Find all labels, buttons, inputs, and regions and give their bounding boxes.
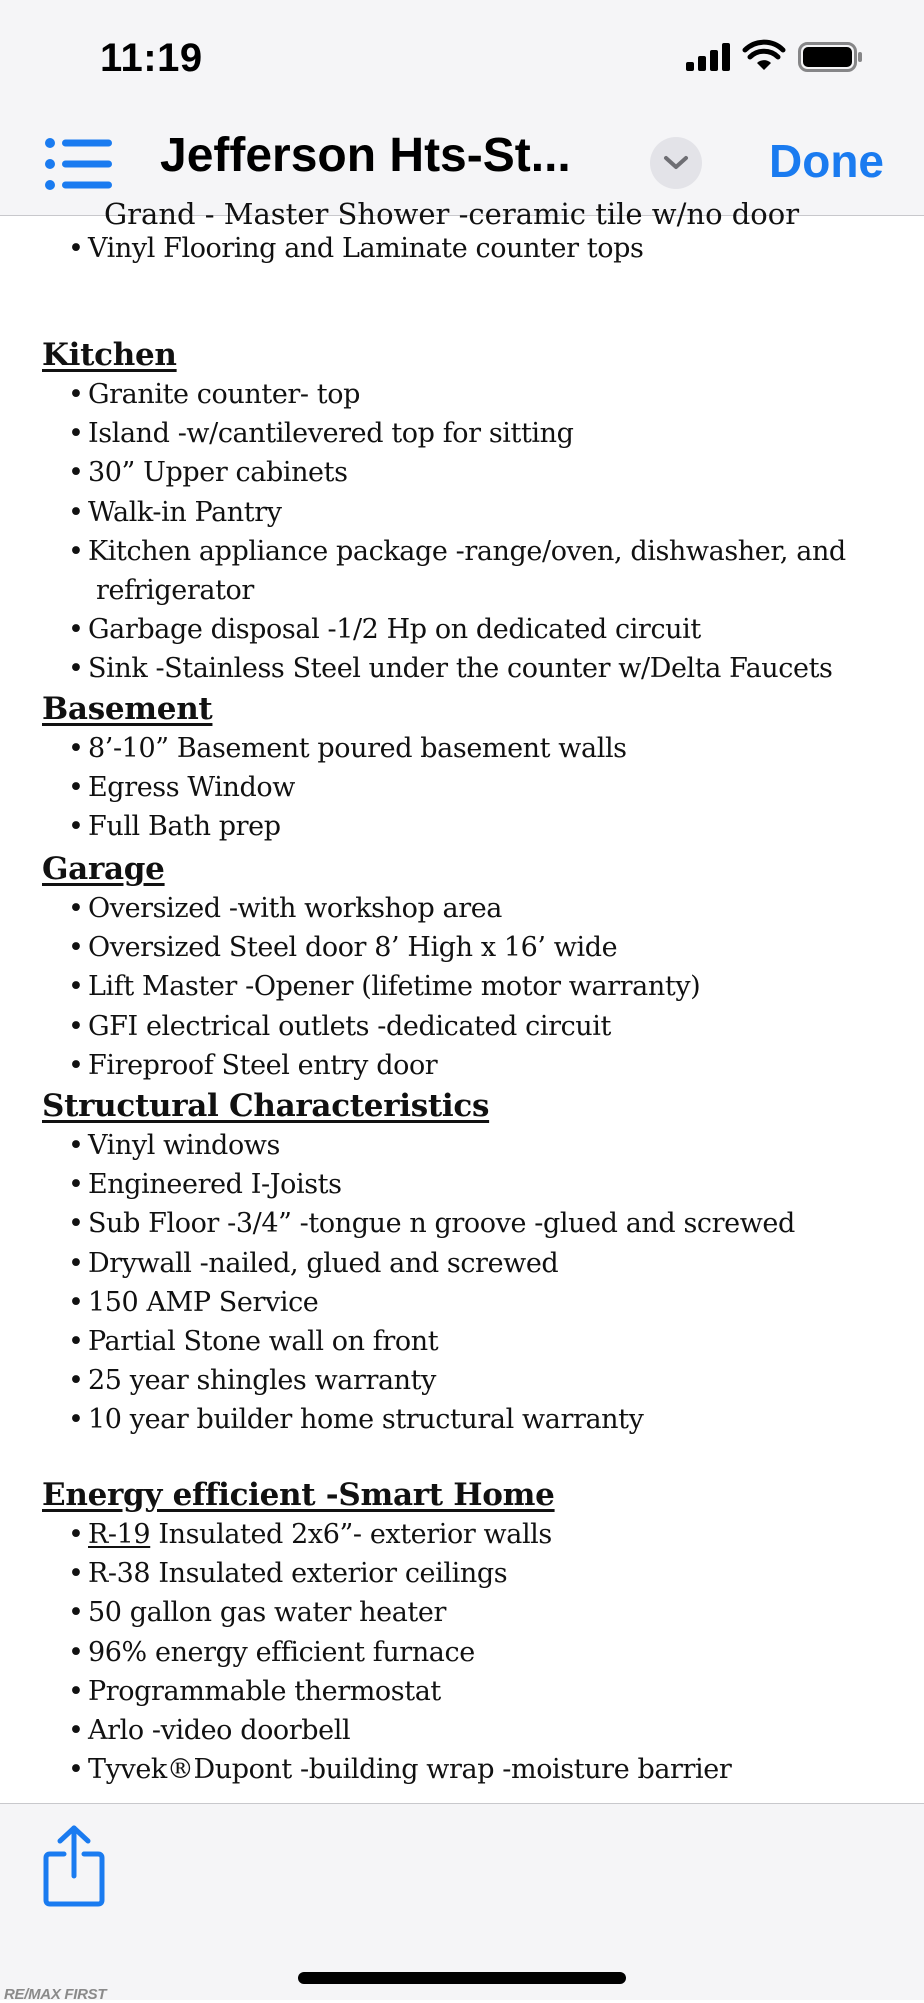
intro-list bbox=[42, 229, 902, 268]
list-item: • 96% energy efficient furnace bbox=[42, 1633, 902, 1672]
cellular-signal-icon bbox=[686, 43, 730, 71]
document-title[interactable]: Jefferson Hts-St... bbox=[160, 129, 571, 182]
wifi-icon bbox=[744, 42, 784, 72]
list-item: • Vinyl windows bbox=[42, 1126, 902, 1165]
document-view[interactable] bbox=[0, 197, 924, 1803]
list-item-line: refrigerator bbox=[96, 575, 254, 607]
title-menu-button[interactable] bbox=[650, 137, 702, 189]
list-item: • 30” Upper cabinets bbox=[42, 453, 902, 492]
list-item-text: Insulated 2x6”- exterior walls bbox=[150, 1519, 552, 1550]
list-item: • Arlo -video doorbell bbox=[42, 1711, 902, 1750]
chevron-down-icon bbox=[663, 155, 689, 171]
home-indicator bbox=[298, 1972, 626, 1984]
garage-section bbox=[42, 849, 902, 1085]
list-item: • Oversized -with workshop area bbox=[42, 889, 902, 928]
list-item bbox=[42, 1515, 902, 1554]
status-bar bbox=[0, 0, 924, 110]
section-heading-kitchen: Kitchen bbox=[42, 337, 177, 373]
list-item: • Oversized Steel door 8’ High x 16’ wide bbox=[42, 928, 902, 967]
r19-link-text: R-19 bbox=[88, 1519, 151, 1550]
list-item: • Vinyl Flooring and Laminate counter tops bbox=[42, 229, 902, 268]
list-item: • GFI electrical outlets -dedicated circuit bbox=[42, 1007, 902, 1046]
list-item: • 50 gallon gas water heater bbox=[42, 1593, 902, 1632]
list-item: • Sink -Stainless Steel under the counter w/Delta Faucets bbox=[42, 649, 902, 688]
list-item: • Drywall -nailed, glued and screwed bbox=[42, 1244, 902, 1283]
section-heading-structural: Structural Characteristics bbox=[42, 1088, 490, 1124]
list-item-line: Kitchen appliance package -range/oven, dishwasher, and bbox=[88, 535, 846, 567]
list-icon bbox=[44, 136, 114, 192]
list-item: • Garbage disposal -1/2 Hp on dedicated circuit bbox=[42, 610, 902, 649]
list-item: • Island -w/cantilevered top for sitting bbox=[42, 414, 902, 453]
partial-text-line: Grand - Master Shower -ceramic tile w/no door bbox=[104, 197, 800, 231]
section-heading-basement: Basement bbox=[42, 691, 213, 727]
section-heading-garage: Garage bbox=[42, 851, 165, 887]
list-item: • Partial Stone wall on front bbox=[42, 1322, 902, 1361]
section-heading-energy: Energy efficient -Smart Home bbox=[42, 1477, 555, 1513]
basement-section bbox=[42, 689, 902, 847]
kitchen-section bbox=[42, 335, 902, 689]
list-item: • Granite counter- top bbox=[42, 375, 902, 414]
energy-section bbox=[42, 1475, 902, 1789]
list-item: • 150 AMP Service bbox=[42, 1283, 902, 1322]
status-time: 11:19 bbox=[100, 36, 203, 80]
list-item: • Programmable thermostat bbox=[42, 1672, 902, 1711]
battery-icon bbox=[798, 42, 864, 72]
share-button[interactable] bbox=[42, 1824, 106, 1908]
list-item: • R-38 Insulated exterior ceilings bbox=[42, 1554, 902, 1593]
list-item: • Fireproof Steel entry door bbox=[42, 1046, 902, 1085]
list-item: • 10 year builder home structural warranty bbox=[42, 1400, 902, 1439]
list-item: • Engineered I-Joists bbox=[42, 1165, 902, 1204]
list-item bbox=[42, 532, 902, 610]
list-item: • Egress Window bbox=[42, 768, 902, 807]
share-icon bbox=[42, 1824, 106, 1908]
done-button[interactable]: Done bbox=[769, 135, 884, 187]
watermark: RE/MAX FIRST bbox=[4, 1986, 107, 2003]
status-icons bbox=[686, 42, 864, 72]
structural-section bbox=[42, 1086, 902, 1440]
outline-list-button[interactable] bbox=[44, 136, 114, 192]
list-item: • Sub Floor -3/4” -tongue n groove -glued and screwed bbox=[42, 1204, 902, 1243]
list-item: • Full Bath prep bbox=[42, 807, 902, 846]
bottom-toolbar bbox=[0, 1803, 924, 2003]
list-item: • Walk-in Pantry bbox=[42, 493, 902, 532]
list-item: • 25 year shingles warranty bbox=[42, 1361, 902, 1400]
list-item: • Tyvek®Dupont -building wrap -moisture barrier bbox=[42, 1750, 902, 1789]
list-item: • 8’-10” Basement poured basement walls bbox=[42, 729, 902, 768]
list-item: • Lift Master -Opener (lifetime motor warranty) bbox=[42, 967, 902, 1006]
